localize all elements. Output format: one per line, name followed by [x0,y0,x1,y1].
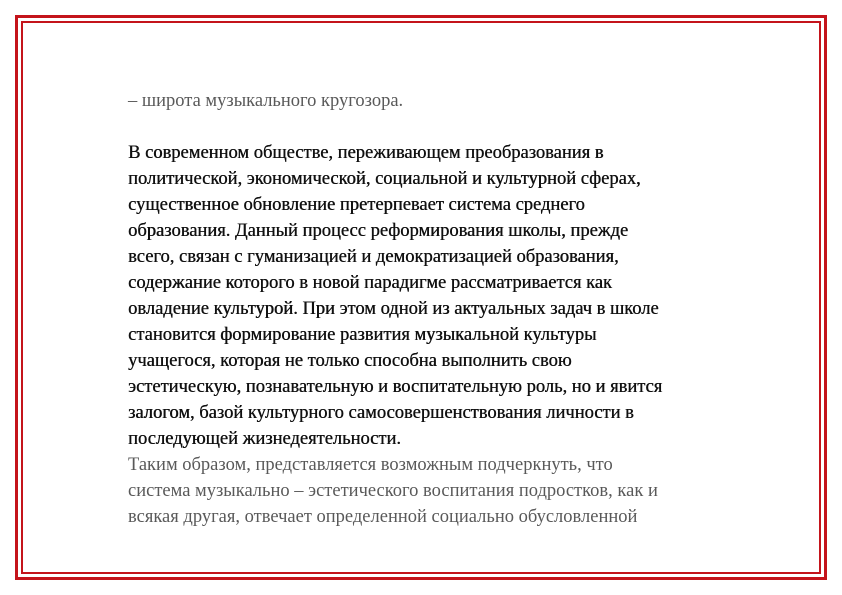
bold-paragraph-line: эстетическую, познавательную и воспитательную роль, но и явится [128,377,663,397]
bold-paragraph-line: овладение культурой. При этом одной из актуальных задач в школе [128,299,659,319]
bold-paragraph-line: политической, экономической, социальной и культурной сферах, [128,169,641,189]
bold-paragraph-line: образования. Данный процесс реформирования школы, прежде [128,221,629,241]
paragraph-spacer [128,114,778,140]
closing-paragraph-line: Таким образом, представляется возможным подчеркнуть, что [128,455,613,475]
closing-paragraph-line: система музыкально – эстетического воспитания подростков, как и [128,481,658,501]
bold-paragraph-line: В современном обществе, переживающем преобразования в [128,143,604,163]
bold-paragraph-line: учащегося, которая не только способна выполнить свою [128,351,572,371]
closing-paragraph-line: всякая другая, отвечает определенной социально обусловленной [128,507,638,527]
closing-paragraph [128,452,778,530]
bold-paragraph-line: всего, связан с гуманизацией и демократизацией образования, [128,247,619,267]
bold-paragraph-line: залогом, базой культурного самосовершенствования личности в [128,403,634,423]
intro-line: – широта музыкального кругозора. [128,91,404,111]
bold-paragraph-line: становится формирование развития музыкальной культуры [128,325,597,345]
bold-paragraph-line: существенное обновление претерпевает система среднего [128,195,585,215]
bold-paragraph-line: последующей жизнедеятельности. [128,429,401,449]
bold-paragraph-line: содержание которого в новой парадигме рассматривается как [128,273,612,293]
slide-text-body [128,88,778,530]
bold-paragraph [128,140,778,452]
